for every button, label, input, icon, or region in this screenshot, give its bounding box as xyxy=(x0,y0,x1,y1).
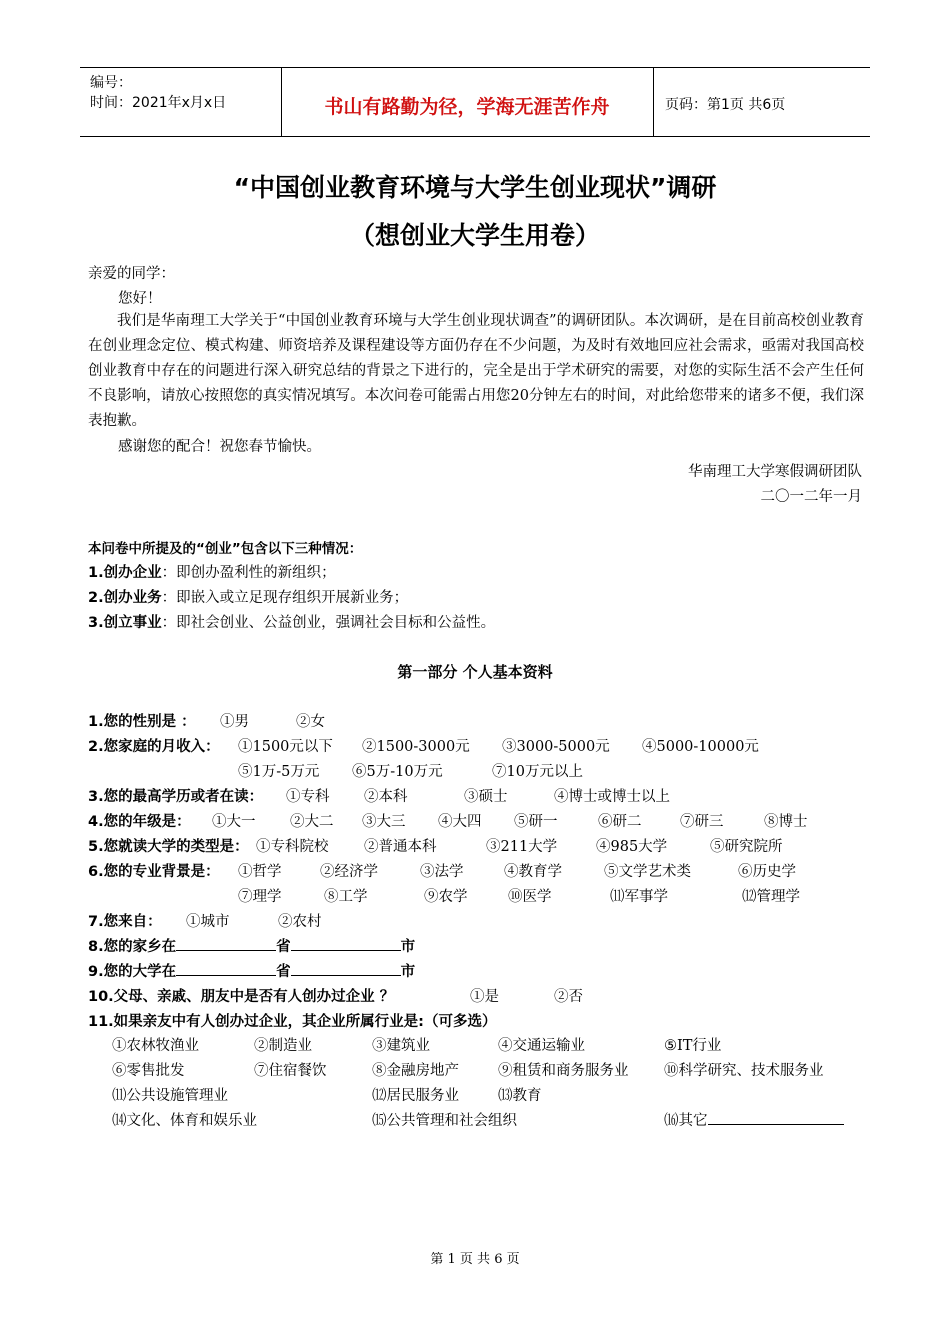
greeting: 亲爱的同学： xyxy=(88,266,175,282)
hello: 您好！ xyxy=(118,291,162,307)
letter-body: 我们是华南理工大学关于“中国创业教育环境与大学生创业现状调查”的调研团队。本次调研，是在目前高校创业教育在创业理念定位、模式构建、师资培养及课程建设等方面仍存在不少问题，为及时有效地回应社会需求，亟需对我国高校创业教育中存在的问题进行深入研究总结的背景之下进行的，完全是出于学术研究的需要，对您的实际生活不会产生任何不良影响，请放心按照您的真实情况填写。本次问卷可能需占用您20分钟左右的时间，对此给您带来的诸多不便，我们深表抱歉。 xyxy=(88,313,864,429)
province-label: 省 xyxy=(276,939,291,955)
question-label: 8.您的家乡在 xyxy=(88,939,177,955)
option-uni-1[interactable]: ①专科院校 xyxy=(256,839,329,855)
option-industry-16[interactable] xyxy=(664,1109,844,1130)
city-label: 市 xyxy=(400,964,416,980)
definition-item xyxy=(88,611,495,632)
option-major-5[interactable]: ⑤文学艺术类 xyxy=(604,864,691,880)
option-industry-6[interactable]: ⑥零售批发 xyxy=(112,1063,185,1079)
definition-num: 1. xyxy=(88,565,104,581)
option-grade-2[interactable]: ②大二 xyxy=(290,814,334,830)
option-yes[interactable]: ①是 xyxy=(470,989,499,1005)
option-industry-8[interactable]: ⑧金融房地产 xyxy=(372,1063,459,1079)
thanks: 感谢您的配合！祝您春节愉快。 xyxy=(118,439,321,455)
option-industry-12[interactable]: ⑿居民服务业 xyxy=(372,1088,459,1104)
date: 二〇一二年一月 xyxy=(760,489,862,505)
option-grade-5[interactable]: ⑤研一 xyxy=(514,814,558,830)
option-major-2[interactable]: ②经济学 xyxy=(320,864,378,880)
title-line-2: （想创业大学生用卷） xyxy=(349,221,600,250)
option-edu-4[interactable]: ④博士或博士以上 xyxy=(554,789,670,805)
option-industry-9[interactable]: ⑨租赁和商务服务业 xyxy=(498,1063,629,1079)
option-grade-6[interactable]: ⑥研二 xyxy=(598,814,642,830)
option-major-8[interactable]: ⑧工学 xyxy=(324,889,368,905)
definition-desc: ：即创办盈利性的新组织； xyxy=(161,565,336,581)
question-11-label: 11.如果亲友中有人创办过企业，其企业所属行业是:（可多选） xyxy=(88,1014,497,1030)
option-industry-2[interactable]: ②制造业 xyxy=(254,1038,312,1054)
serial-label: 编号： xyxy=(90,75,132,91)
definition-heading: 本问卷中所提及的“创业”包含以下三种情况： xyxy=(88,541,363,557)
option-grade-7[interactable]: ⑦研三 xyxy=(680,814,724,830)
option-income-7[interactable]: ⑦10万元以上 xyxy=(492,764,583,780)
question-5-label: 5.您就读大学的类型是： xyxy=(88,839,249,855)
question-6-label: 6.您的专业背景是： xyxy=(88,864,220,880)
option-uni-4[interactable]: ④985大学 xyxy=(596,839,668,855)
university-city-blank[interactable] xyxy=(291,961,401,976)
question-4-label: 4.您的年级是： xyxy=(88,814,191,830)
option-other-label: ⒃其它 xyxy=(664,1113,708,1129)
option-industry-11[interactable]: ⑾公共设施管理业 xyxy=(112,1088,228,1104)
definition-term: 创办企业 xyxy=(103,565,162,581)
option-industry-1[interactable]: ①农林牧渔业 xyxy=(112,1038,199,1054)
question-3-label: 3.您的最高学历或者在读： xyxy=(88,789,264,805)
definition-item xyxy=(88,561,336,582)
question-9 xyxy=(88,960,415,981)
option-major-1[interactable]: ①哲学 xyxy=(238,864,282,880)
option-income-3[interactable]: ③3000-5000元 xyxy=(502,739,610,755)
option-no[interactable]: ②否 xyxy=(554,989,583,1005)
option-major-7[interactable]: ⑦理学 xyxy=(238,889,282,905)
time-label: 时间：2021年x月x日 xyxy=(90,95,227,111)
question-2-label: 2.您家庭的月收入： xyxy=(88,739,220,755)
definition-term: 创办业务 xyxy=(103,590,162,606)
definition-num: 2. xyxy=(88,590,104,606)
question-8 xyxy=(88,935,415,956)
province-label: 省 xyxy=(276,964,291,980)
signature: 华南理工大学寒假调研团队 xyxy=(688,464,862,480)
option-major-6[interactable]: ⑥历史学 xyxy=(738,864,796,880)
page-footer: 第 1 页 共 6 页 xyxy=(430,1252,520,1267)
definition-desc: ：即嵌入或立足现存组织开展新业务； xyxy=(161,590,409,606)
definition-item xyxy=(88,586,408,607)
option-income-4[interactable]: ④5000-10000元 xyxy=(642,739,759,755)
other-industry-blank[interactable] xyxy=(708,1110,844,1125)
option-grade-3[interactable]: ③大三 xyxy=(362,814,406,830)
question-label: 1.您的性别是 ： xyxy=(88,714,196,730)
option-industry-7[interactable]: ⑦住宿餐饮 xyxy=(254,1063,327,1079)
option-female[interactable]: ②女 xyxy=(296,714,325,730)
definition-desc: ：即社会创业、公益创业，强调社会目标和公益性。 xyxy=(161,615,496,631)
option-income-5[interactable]: ⑤1万-5万元 xyxy=(238,764,320,780)
university-province-blank[interactable] xyxy=(176,961,276,976)
hometown-city-blank[interactable] xyxy=(291,936,401,951)
option-major-3[interactable]: ③法学 xyxy=(420,864,464,880)
city-label: 市 xyxy=(400,939,416,955)
option-grade-8[interactable]: ⑧博士 xyxy=(764,814,808,830)
option-income-6[interactable]: ⑥5万-10万元 xyxy=(352,764,443,780)
option-industry-14[interactable]: ⒁文化、体育和娱乐业 xyxy=(112,1113,257,1129)
page-label: 页码：第1页 共6页 xyxy=(665,97,786,113)
question-1 xyxy=(88,710,196,731)
motto: 书山有路勤为径，学海无涯苦作舟 xyxy=(324,96,610,118)
option-grade-1[interactable]: ①大一 xyxy=(212,814,256,830)
header-motto-cell xyxy=(281,68,654,136)
option-industry-3[interactable]: ③建筑业 xyxy=(372,1038,430,1054)
option-edu-2[interactable]: ②本科 xyxy=(364,789,408,805)
header-meta-cell xyxy=(80,68,282,136)
option-uni-5[interactable]: ⑤研究院所 xyxy=(710,839,783,855)
question-7-label: 7.您来自： xyxy=(88,914,162,930)
header-table xyxy=(80,67,870,137)
option-major-4[interactable]: ④教育学 xyxy=(504,864,562,880)
option-grade-4[interactable]: ④大四 xyxy=(438,814,482,830)
option-edu-3[interactable]: ③硕士 xyxy=(464,789,508,805)
option-industry-4[interactable]: ④交通运输业 xyxy=(498,1038,585,1054)
option-major-11[interactable]: ⑾军事学 xyxy=(610,889,668,905)
option-industry-5[interactable]: ⑤IT行业 xyxy=(664,1038,722,1054)
hometown-province-blank[interactable] xyxy=(176,936,276,951)
header-page-cell xyxy=(653,68,870,136)
option-edu-1[interactable]: ①专科 xyxy=(286,789,330,805)
option-industry-10[interactable]: ⑩科学研究、技术服务业 xyxy=(664,1063,824,1079)
section-heading: 第一部分 个人基本资料 xyxy=(397,663,553,681)
option-industry-15[interactable]: ⒂公共管理和社会组织 xyxy=(372,1113,517,1129)
option-income-2[interactable]: ②1500-3000元 xyxy=(362,739,470,755)
option-major-9[interactable]: ⑨农学 xyxy=(424,889,468,905)
option-industry-13[interactable]: ⒀教育 xyxy=(498,1088,542,1104)
option-uni-2[interactable]: ②普通本科 xyxy=(364,839,437,855)
definition-num: 3. xyxy=(88,615,104,631)
question-10-label: 10.父母、亲戚、朋友中是否有人创办过企业 ？ xyxy=(88,989,395,1005)
definition-term: 创立事业 xyxy=(103,615,162,631)
option-city[interactable]: ①城市 xyxy=(186,914,230,930)
option-uni-3[interactable]: ③211大学 xyxy=(486,839,558,855)
option-male[interactable]: ①男 xyxy=(220,714,249,730)
option-rural[interactable]: ②农村 xyxy=(278,914,322,930)
question-label: 9.您的大学在 xyxy=(88,964,177,980)
title-line-1: “中国创业教育环境与大学生创业现状”调研 xyxy=(233,173,717,202)
option-major-10[interactable]: ⑩医学 xyxy=(508,889,552,905)
option-income-1[interactable]: ①1500元以下 xyxy=(238,739,333,755)
option-major-12[interactable]: ⑿管理学 xyxy=(742,889,800,905)
